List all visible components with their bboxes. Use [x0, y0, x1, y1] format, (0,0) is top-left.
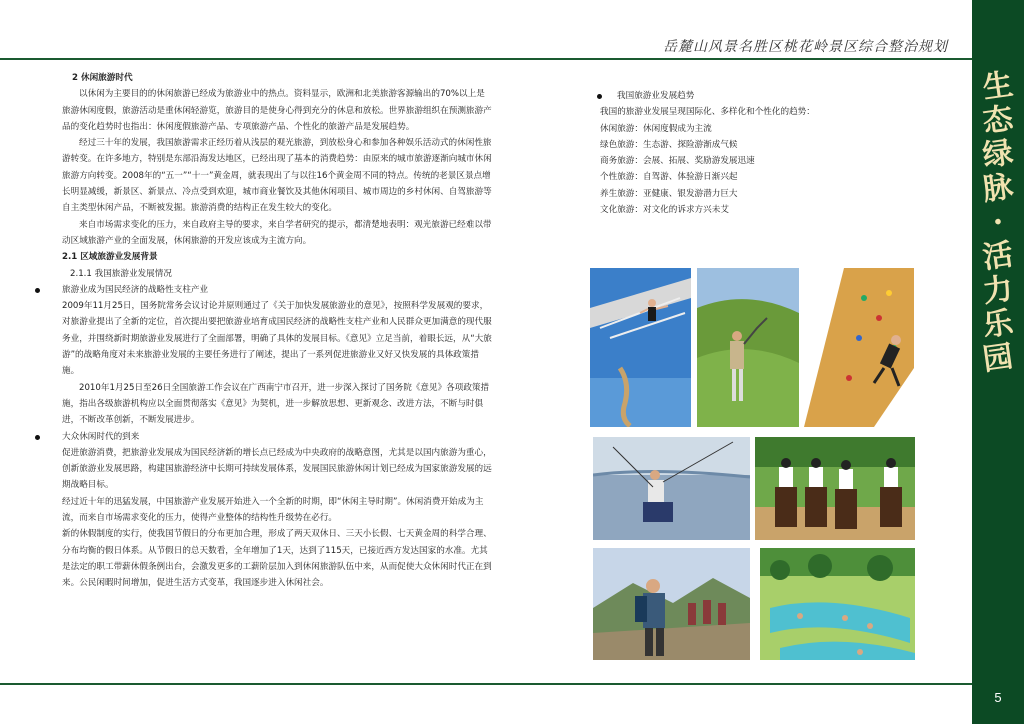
photo-climbing: [804, 268, 914, 427]
section-title: 2 休闲旅游时代: [72, 73, 133, 83]
photo-golf: [697, 268, 799, 427]
slogan-char: 生: [980, 67, 1016, 106]
bullet-title: 我国旅游业发展趋势: [600, 88, 900, 104]
subsubsection-title: 2.1.1 我国旅游业发展情况: [70, 268, 172, 279]
paragraph: 以休闲为主要目的的休闲旅游已经成为旅游业中的热点。资料显示，欧洲和北美旅游客源输出的70%以上是旅游休闲度假，旅游活动是重休闲轻游览，旅游目的是使身心得到充分的休息和放松。世界旅游组织在预测旅游产品的变化趋势时也指出：休闲度假旅游产品、专项旅游产品、个性化的旅游产品是发展趋势。: [62, 89, 492, 132]
trend-line: 我国的旅游业发展呈现国际化、多样化和个性化的趋势：: [600, 107, 815, 118]
slogan-char: 力: [980, 271, 1016, 310]
photo-horse-riding: [755, 437, 915, 540]
slogan-char: 园: [980, 339, 1016, 378]
photo-hiking: [593, 548, 750, 660]
page-header-title: 岳麓山风景名胜区桃花岭景区综合整治规划: [663, 39, 948, 55]
paragraph: 新的休假制度的实行，使我国节假日的分布更加合理，形成了两天双休日、三天小长假、七天黄金周的科学合理、分布均衡的假日体系。从节假日的总天数看，全年增加了1天，达到了115天，已接近西方发达国家的水准。尤其是法定的职工带薪休假条例出台，会激发更多的工薪阶层加入到休闲旅游队伍中来，从而促使大众休闲时代正在到来。公民闲暇时间增加，促进生活方式变革，我国逐步进入休闲社会。: [62, 529, 492, 589]
bullet-title: 大众休闲时代的到来: [62, 429, 492, 445]
subsection-title: 2.1 区域旅游业发展背景: [62, 252, 158, 263]
trend-line: 商务旅游：会展、拓展、奖励游发展迅速: [600, 156, 755, 167]
slogan-char: 脉: [980, 169, 1016, 208]
trend-line: 个性旅游：自驾游、体验游日渐兴起: [600, 172, 738, 183]
page-number: 5: [994, 690, 1002, 705]
paragraph: 经过三十年的发展，我国旅游需求正经历着从浅层的观光旅游，到放松身心和参加各种娱乐活动式的休闲性旅游转变。在许多地方，特别是东部沿海发达地区，已经出现了基本的消费趋势：由原来的城市旅游逐渐向城市休闲旅游方向转变。2008年的“五一”“十一”黄金周，就表现出了与以往16个黄金周不同的特点。传统的老景区景点增长明显减缓，新景区、新景点、冷点受到欢迎，城市商业餐饮及其他休闲项目、城市周边的乡村休闲、自驾旅游等自主类型休闲产品，不断被发掘。旅游消费的结构正在发生较大的变化。: [62, 138, 492, 214]
photo-bungee: [590, 268, 691, 427]
paragraph: 经过近十年的迅猛发展，中国旅游产业发展开始进入一个全新的时期，即“休闲主导时期”。休闲消费开始成为主流，而来自市场需求变化的压力，使得产业整体的结构性升级势在必行。: [62, 496, 484, 524]
trend-line: 文化旅游：对文化的诉求方兴未艾: [600, 205, 729, 216]
photo-water-park: [760, 548, 915, 660]
paragraph: 2009年11月25日，国务院常务会议讨论并原则通过了《关于加快发展旅游业的意见》，按照科学发展观的要求，对旅游业提出了全新的定位，首次提出要把旅游业培育成国民经济的战略性支柱产业和人民群众更加满意的现代服务业，并围绕新时期旅游业发展进行了全面部署，明确了具体的发展目标。《意见》立足当前，着眼长远，从“大旅游”的战略角度对未来旅游业发展的主要任务进行了阐述，提出了一系列促进旅游业又好又快发展的具体政策措施。: [62, 301, 492, 377]
trend-line: 休闲旅游：休闲度假成为主流: [600, 123, 712, 134]
slogan-char: 态: [980, 101, 1016, 140]
main-text-column: [62, 70, 492, 592]
slogan-char: ·: [990, 204, 1006, 241]
trend-line: 绿色旅游：生态游、探险游渐成气候: [600, 139, 738, 150]
slogan-char: 绿: [980, 135, 1016, 174]
slogan-char: 乐: [980, 305, 1016, 344]
trend-list: [600, 88, 900, 218]
trend-line: 养生旅游：亚健康、银发游潜力巨大: [600, 188, 738, 199]
header-rule: [0, 58, 972, 60]
paragraph: 来自市场需求变化的压力，来自政府主导的要求，来自学者研究的提示，都清楚地表明：观光旅游已经难以带动区域旅游产业的全面发展，休闲旅游的开发应该成为主流方向。: [62, 219, 492, 246]
footer-rule: [0, 683, 972, 685]
slogan-char: 活: [980, 237, 1016, 276]
paragraph: 促进旅游消费，把旅游业发展成为国民经济新的增长点已经成为中央政府的战略意图，尤其是以国内旅游为重心，创新旅游业发展思路，构建国旅游经济中长期可持续发展体系，发展国民旅游休闲计划已经成为国家旅游发展的远期战略目标。: [62, 447, 492, 491]
bullet-title: 旅游业成为国民经济的战略性支柱产业: [62, 282, 492, 298]
sidebar-slogan: [976, 67, 1020, 378]
paragraph: 2010年1月25日至26日全国旅游工作会议在广西南宁市召开，进一步深入探讨了国务院《意见》各项政策措施，指出各级旅游机构应以全面贯彻落实《意见》为契机，进一步解放思想、更新观念、改进方法，不断与时俱进，不断改革创新，不断发展进步。: [62, 382, 490, 426]
photo-fishing: [593, 437, 750, 540]
